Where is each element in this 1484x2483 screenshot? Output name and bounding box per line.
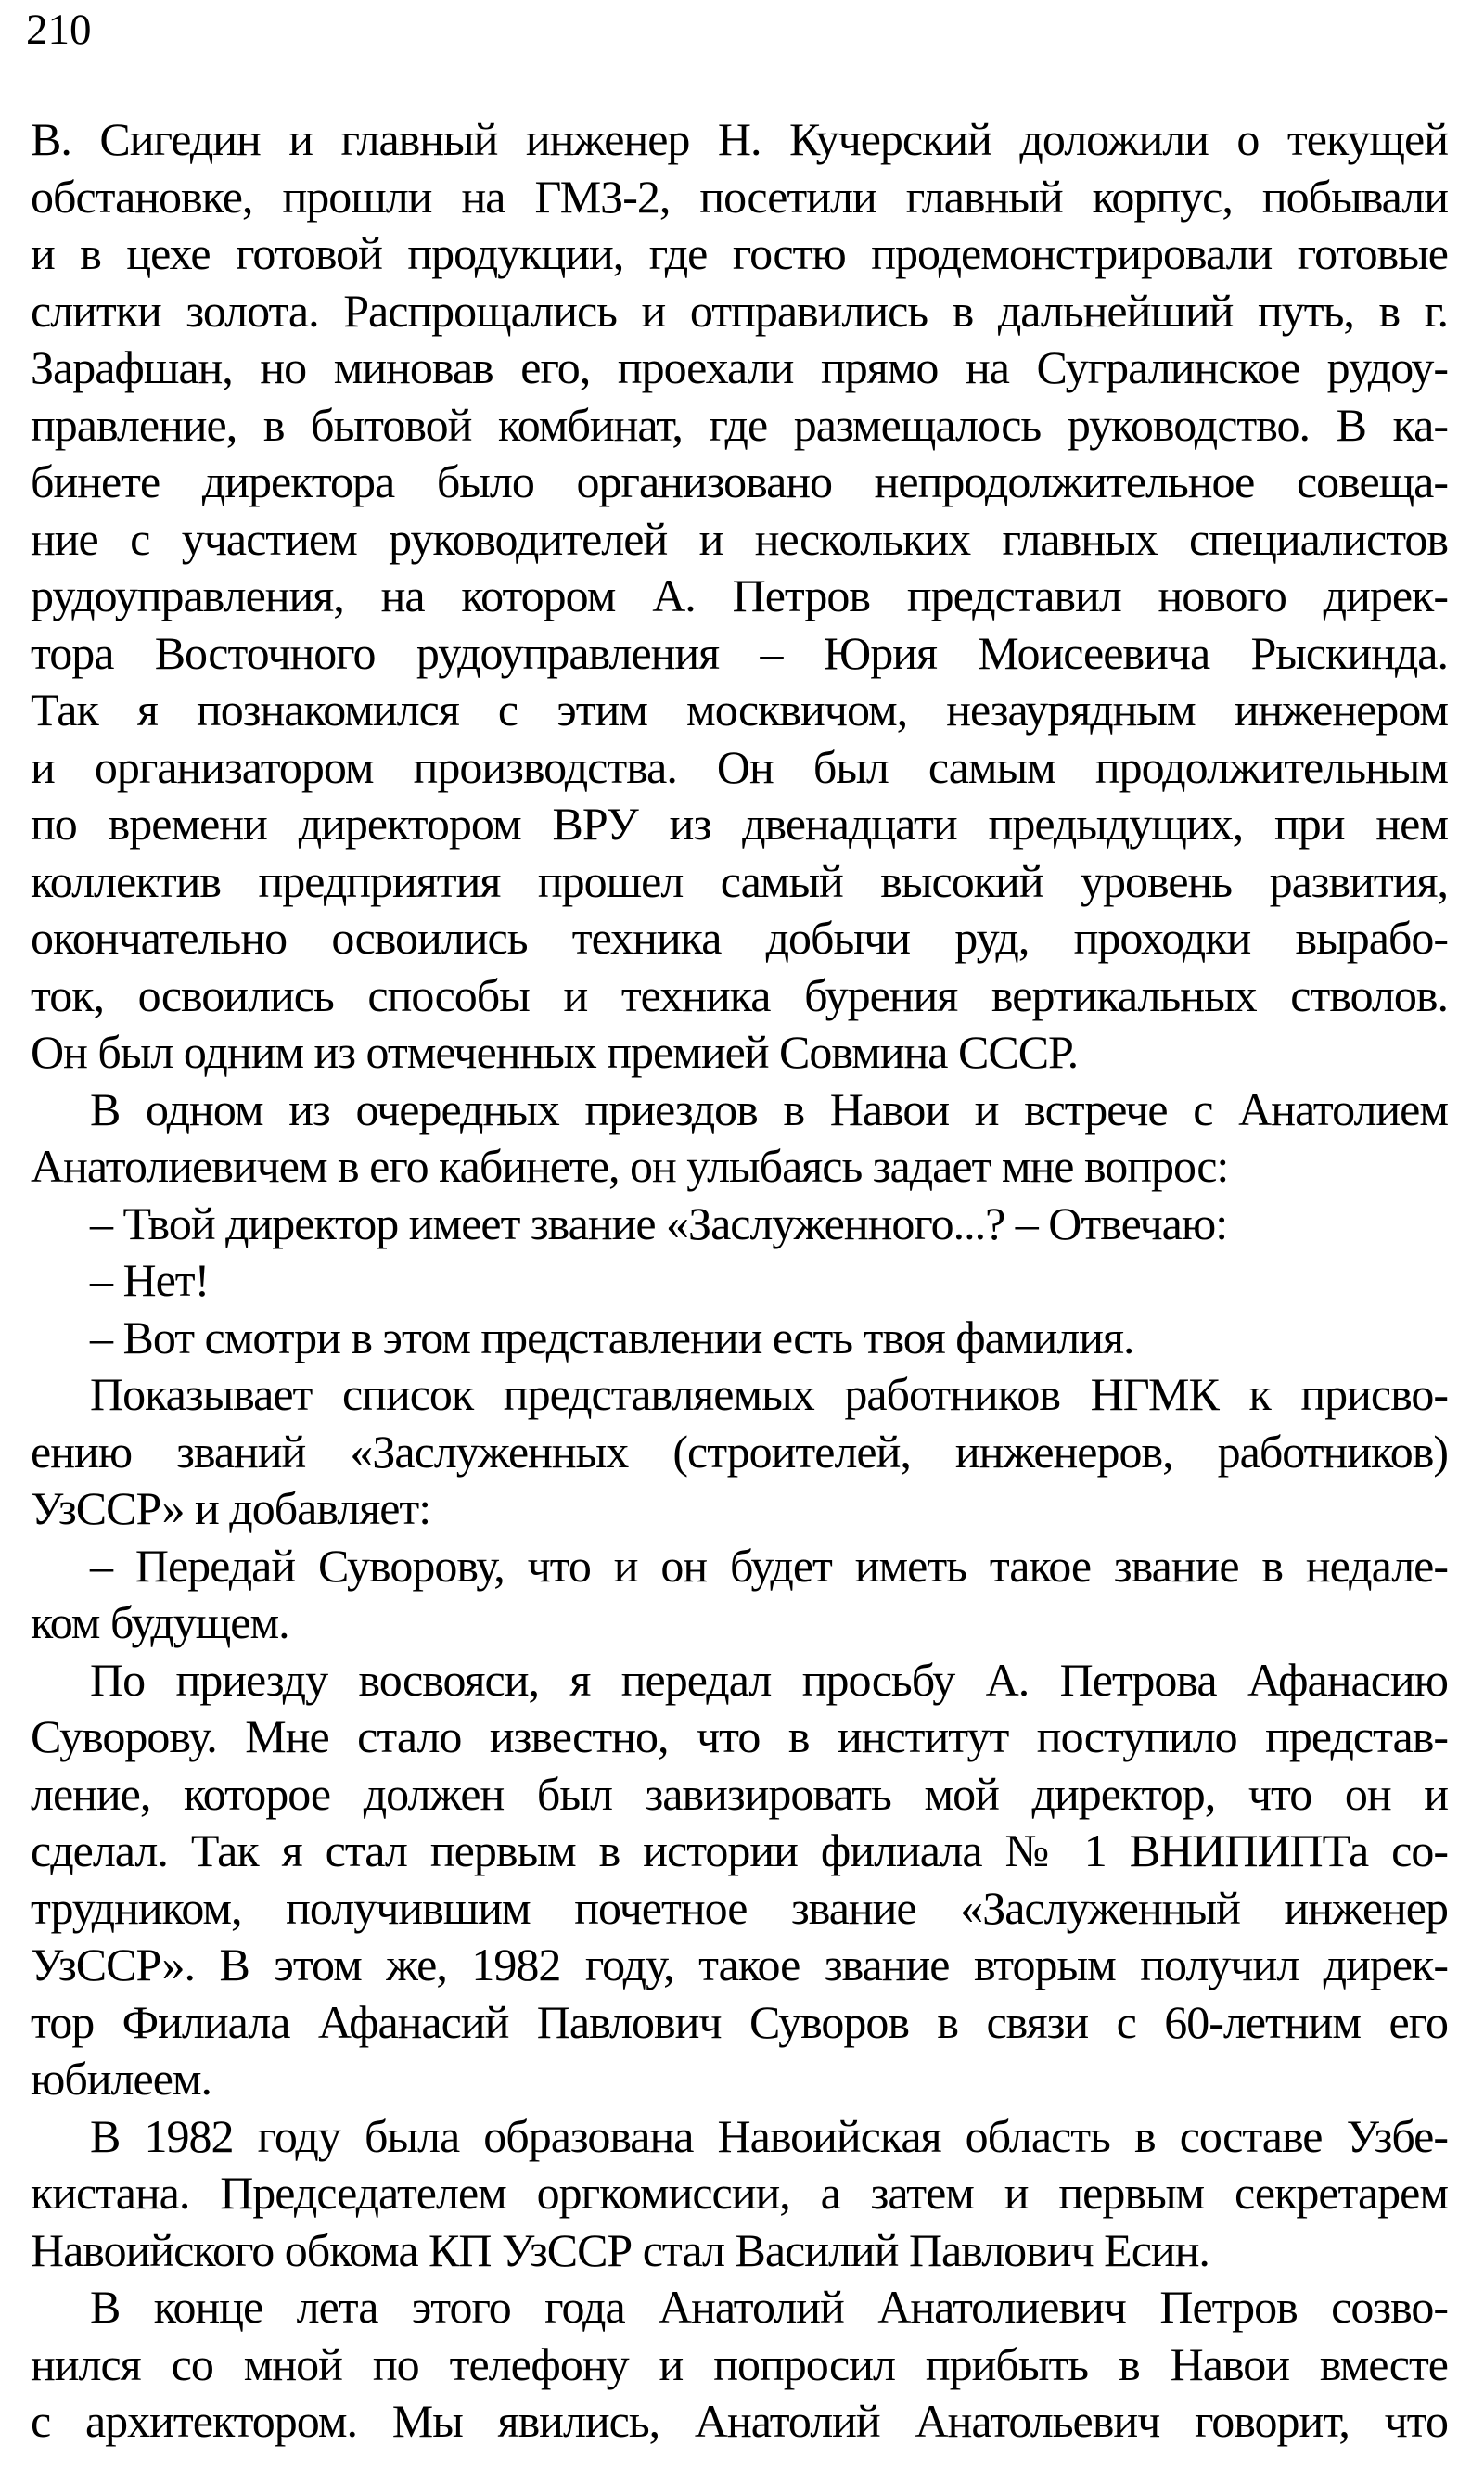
text-line: Суворову. Мне стало известно, что в институт поступило представ- xyxy=(31,1710,1448,1762)
text-line: – Вот смотри в этом представлении есть твоя фамилия. xyxy=(90,1311,1134,1363)
text-line: В конце лета этого года Анатолий Анатолиевич Петров созво- xyxy=(90,2281,1448,2333)
text-line: УзССР». В этом же, 1982 году, такое звание вторым получил дирек- xyxy=(31,1939,1448,1990)
page-number: 210 xyxy=(26,6,92,54)
text-line: ком будущем. xyxy=(31,1596,289,1648)
text-line: ление, которое должен был завизировать мой директор, что он и xyxy=(31,1767,1448,1820)
text-line: окончательно освоились техника добычи руд, проходки вырабо- xyxy=(31,912,1448,964)
text-line: слитки золота. Распрощались и отправились в дальнейший путь, в г. xyxy=(31,284,1448,337)
text-line: и в цехе готовой продукции, где гостю продемонстрировали готовые xyxy=(31,227,1448,279)
text-line: по времени директором ВРУ из двенадцати предыдущих, при нем xyxy=(31,798,1448,850)
text-line: трудником, получившим почетное звание «Заслуженный инженер xyxy=(31,1881,1448,1934)
text-line: По приезду восвояси, я передал просьбу А. Петрова Афанасию xyxy=(90,1653,1448,1706)
text-line: ние с участием руководителей и нескольких главных специалистов xyxy=(31,512,1448,565)
text-line: тор Филиала Афанасий Павлович Суворов в связи с 60-летним его xyxy=(31,1995,1448,2048)
text-line: правление, в бытовой комбинат, где размещалось руководство. В ка- xyxy=(31,398,1448,451)
text-line: ению званий «Заслуженных (строителей, инженеров, работников) xyxy=(31,1425,1448,1478)
text-line: бинете директора было организовано непродолжительное совеща- xyxy=(31,455,1448,507)
text-line: с архитектором. Мы явились, Анатолий Анатольевич говорит, что xyxy=(31,2395,1448,2447)
text-line: рудоуправления, на котором А. Петров представил нового дирек- xyxy=(31,570,1448,621)
text-line: Анатолиевичем в его кабинете, он улыбаясь задает мне вопрос: xyxy=(31,1140,1229,1192)
text-line: – Твой директор имеет звание «Заслуженного...? – Отвечаю: xyxy=(90,1197,1228,1249)
text-line: В одном из очередных приездов в Навои и встрече с Анатолием xyxy=(90,1082,1448,1135)
text-line: – Передай Суворову, что и он будет иметь такое звание в недале- xyxy=(90,1539,1448,1592)
text-line: и организатором производства. Он был самым продолжительным xyxy=(31,740,1448,793)
text-line: юбилеем. xyxy=(31,2053,212,2105)
text-line: Показывает список представляемых работников НГМК к присво- xyxy=(90,1368,1448,1420)
text-line: кистана. Председателем оргкомиссии, а затем и первым секретарем xyxy=(31,2167,1448,2219)
text-line: тора Восточного рудоуправления – Юрия Моисеевича Рыскинда. xyxy=(31,626,1448,679)
text-line: Так я познакомился с этим москвичом, незаурядным инженером xyxy=(31,684,1448,736)
text-line: обстановке, прошли на ГМЗ-2, посетили главный корпус, побывали xyxy=(31,170,1448,223)
text-line: В 1982 году была образована Навоийская область в составе Узбе- xyxy=(90,2109,1448,2162)
text-line: Он был одним из отмеченных премией Совмина СССР. xyxy=(31,1026,1079,1078)
page-text xyxy=(31,111,1448,2451)
text-line: нился со мной по телефону и попросил прибыть в Навои вместе xyxy=(31,2337,1448,2390)
text-line: сделал. Так я стал первым в истории филиала № 1 ВНИПИПТа со- xyxy=(31,1824,1448,1876)
text-line: Навоийского обкома КП УзССР стал Василий Павлович Есин. xyxy=(31,2223,1209,2276)
text-line: – Нет! xyxy=(90,1254,210,1306)
text-line: коллектив предприятия прошел самый высокий уровень развития, xyxy=(31,854,1448,907)
text-line: ток, освоились способы и техника бурения вертикальных стволов. xyxy=(31,968,1448,1021)
text-line: В. Сигедин и главный инженер Н. Кучерский доложили о текущей xyxy=(31,113,1448,165)
text-line: Зарафшан, но миновав его, проехали прямо на Сугралинское рудоу- xyxy=(31,341,1448,393)
text-line: УзССР» и добавляет: xyxy=(31,1482,431,1534)
